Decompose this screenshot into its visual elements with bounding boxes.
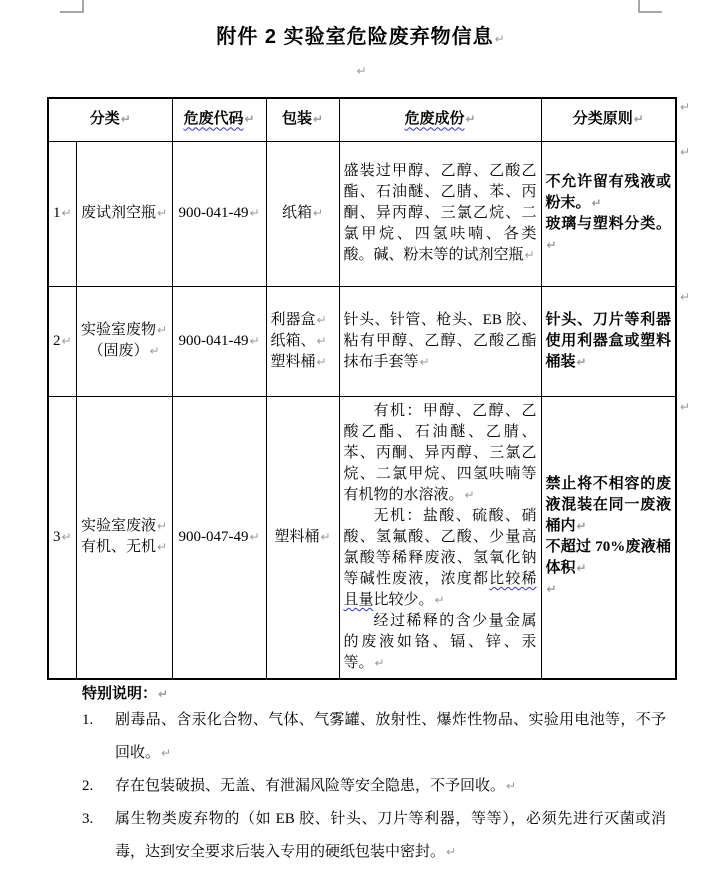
paragraph-mark: ↵ <box>374 655 385 670</box>
cell-end-mark: ↵ <box>156 206 168 220</box>
paragraph-mark: ↵ <box>576 354 587 369</box>
cell-end-mark: ↵ <box>120 112 131 127</box>
row1-number: 1↵ <box>48 141 76 286</box>
components-paragraph-organic: 有机：甲醇、乙醇、乙酸乙酯、石油醚、乙腈、苯、丙酮、异丙醇、三氯乙烷、二氯甲烷、四氢呋喃等有机物的水溶液。↵ <box>343 402 537 503</box>
paragraph-mark: ↵ <box>356 64 367 78</box>
cell-end-mark: ↵ <box>312 112 324 127</box>
cell-end-mark: ↵ <box>61 206 72 220</box>
paragraph-mark: ↵ <box>524 248 535 262</box>
header-classification: 分类↵ <box>48 98 172 141</box>
cell-end-mark: ↵ <box>244 112 255 127</box>
row2-principle <box>541 286 676 396</box>
row-end-mark: ↵ <box>680 145 691 159</box>
components-paragraph: 针头、针管、枪头、EB 胶、粘有甲醇、乙醇、乙酸乙酯抹布手套等↵ <box>343 311 537 370</box>
table-header-row <box>48 98 676 141</box>
row3-code: 900-047-49↵ <box>172 396 266 679</box>
components-paragraph-inorganic: 无机：盐酸、硫酸、硝酸、氢氟酸、乙酸、少量高氯酸等稀释废液、氢氧化钠等碱性废液，浓度都比较稀且量比较少。↵ <box>343 507 537 608</box>
row2-code: 900-041-49↵ <box>172 286 266 396</box>
principle-paragraph: 不允许留有残液或粉末。↵ <box>545 173 672 211</box>
paragraph-mark: ↵ <box>506 779 517 793</box>
cell-end-mark: ↵ <box>465 112 476 127</box>
hazardous-waste-table <box>47 97 677 680</box>
page-title <box>0 20 722 49</box>
special-notes-heading: 特别说明：↵ <box>82 686 169 702</box>
note-item-2 <box>82 770 666 803</box>
paragraph-mark: ↵ <box>546 582 557 597</box>
row2-components <box>339 286 541 396</box>
row1-code: 900-041-49↵ <box>172 141 266 286</box>
cell-end-mark: ↵ <box>249 333 260 348</box>
paragraph-mark: ↵ <box>464 487 475 502</box>
paragraph-mark: ↵ <box>494 32 506 46</box>
row2-packaging: 利器盒↵ 纸箱、↵ 塑料桶↵ <box>266 286 339 396</box>
cell-end-mark: ↵ <box>149 344 160 358</box>
page-margin-mark-right <box>638 0 662 13</box>
row-end-mark: ↵ <box>680 400 691 414</box>
cell-end-mark: ↵ <box>316 354 327 369</box>
components-paragraph-diluted: 经过稀释的含少量金属的废液如铬、镉、锌、汞等。↵ <box>343 612 537 671</box>
note-number: 3. <box>82 811 94 827</box>
header-components: 危废成份↵ <box>339 98 541 141</box>
paragraph-mark: ↵ <box>419 354 430 369</box>
row1-packaging: 纸箱↵ <box>266 141 339 286</box>
cell-end-mark: ↵ <box>249 529 260 544</box>
row1-classification: 废试剂空瓶↵ <box>76 141 172 286</box>
cell-end-mark: ↵ <box>61 333 72 348</box>
line-break-mark: ↵ <box>156 323 168 337</box>
header-principle: 分类原则↵ <box>541 98 676 141</box>
table-row <box>48 286 676 396</box>
cell-end-mark: ↵ <box>320 529 331 544</box>
table-row <box>48 141 676 286</box>
cell-end-mark: ↵ <box>61 529 72 544</box>
note-item-1 <box>82 704 666 770</box>
note-text: 存在包装破损、无盖、有泄漏风险等安全隐患，不予回收。 <box>115 778 506 794</box>
row2-number: 2↵ <box>48 286 76 396</box>
spellcheck-underline: 比较稀且量 <box>343 570 537 608</box>
row3-principle <box>541 396 676 679</box>
principle-empty-paragraph <box>546 579 672 600</box>
cell-end-mark: ↵ <box>633 112 644 127</box>
principle-paragraph: 不超过 70%废液桶体积↵ <box>545 539 672 577</box>
line-break-mark: ↵ <box>316 333 327 348</box>
note-number: 1. <box>82 712 94 728</box>
note-number: 2. <box>82 778 94 794</box>
header-packaging: 包装↵ <box>266 98 339 141</box>
paragraph-mark: ↵ <box>434 592 445 607</box>
row3-number: 3↵ <box>48 396 76 679</box>
cell-end-mark: ↵ <box>249 206 260 220</box>
paragraph-mark: ↵ <box>158 687 169 701</box>
row3-components <box>339 396 541 679</box>
principle-paragraph: 玻璃与塑料分类。↵ <box>545 215 672 252</box>
page-margin-mark-left <box>60 0 84 13</box>
note-text: 剧毒品、含汞化合物、气体、气雾罐、放射性、爆炸性物品、实验用电池等，不予回收。 <box>115 712 666 761</box>
line-break-mark: ↵ <box>156 519 168 534</box>
row-end-mark: ↵ <box>680 100 691 114</box>
header-code: 危废代码↵ <box>172 98 266 141</box>
cell-end-mark: ↵ <box>312 206 324 220</box>
note-text: 属生物类废弃物的（如 EB 胶、针头、刀片等利器，等等），必须先进行灭菌或消毒，达到安全要求后装入专用的硬纸包装中密封。 <box>115 811 666 860</box>
components-paragraph: 盛装过甲醇、乙醇、乙酸乙酯、石油醚、乙腈、苯、丙酮、异丙醇、三氯乙烷、二氯甲烷、四氢呋喃、各类酸。碱、粉末等的试剂空瓶↵ <box>343 163 537 263</box>
paragraph-mark: ↵ <box>546 237 557 252</box>
paragraph-mark: ↵ <box>591 195 602 210</box>
special-notes-section <box>82 684 666 869</box>
row2-classification: 实验室废物↵ （固废）↵ <box>76 286 172 396</box>
row1-principle <box>541 141 676 286</box>
note-item-3 <box>82 803 666 869</box>
paragraph-mark: ↵ <box>161 746 172 760</box>
row3-classification: 实验室废液↵ 有机、无机↵ <box>76 396 172 679</box>
empty-paragraph <box>0 62 722 80</box>
row-end-mark: ↵ <box>680 290 691 304</box>
row1-components <box>339 141 541 286</box>
principle-paragraph: 针头、刀片等利器使用利器盒或塑料桶装↵ <box>545 311 672 370</box>
row3-packaging: 塑料桶↵ <box>266 396 339 679</box>
principle-paragraph: 禁止将不相容的废液混装在同一废液桶内↵ <box>545 476 672 535</box>
paragraph-mark: ↵ <box>576 561 587 576</box>
paragraph-mark: ↵ <box>446 845 457 859</box>
line-break-mark: ↵ <box>316 312 327 327</box>
page-title-text: 附件 2 实验室危险废弃物信息 <box>216 26 494 48</box>
cell-end-mark: ↵ <box>156 540 168 555</box>
paragraph-mark: ↵ <box>576 519 587 534</box>
table-row <box>48 396 676 679</box>
